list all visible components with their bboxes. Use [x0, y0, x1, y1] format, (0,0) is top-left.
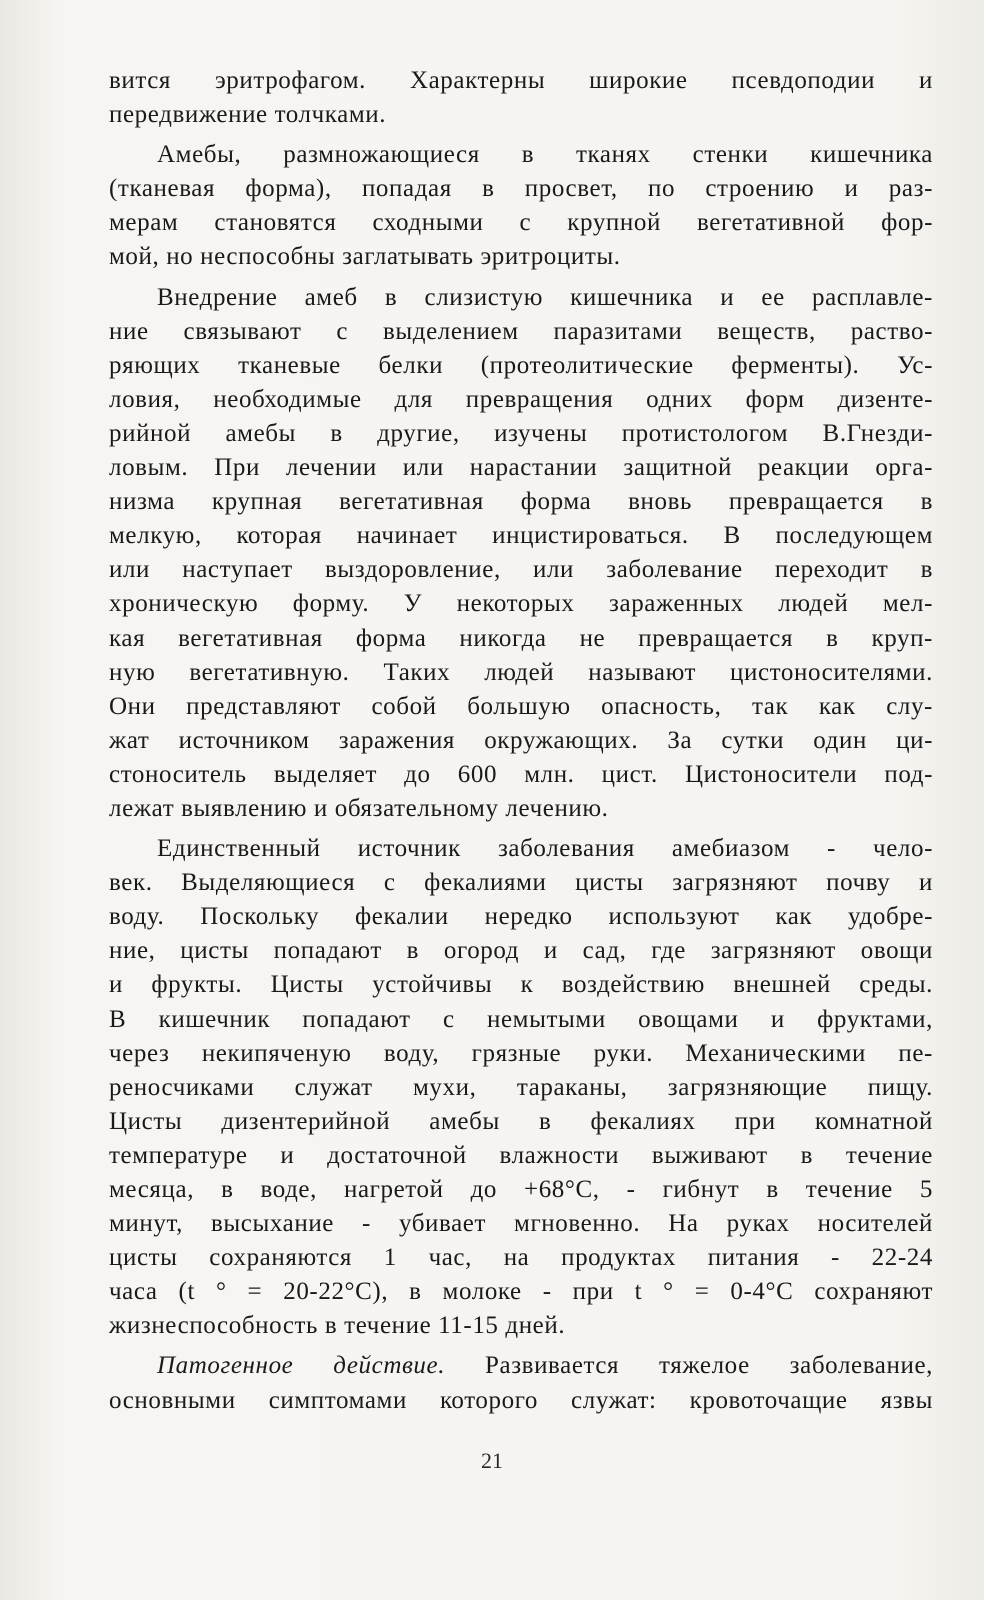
body-text: [109, 64, 933, 1418]
text-line: цисты сохраняются 1 час, на продуктах питания - 22-24: [109, 1244, 933, 1272]
text-line: вится эритрофагом. Характерны широкие псевдоподии и: [109, 67, 933, 94]
text-line: мерам становятся сходными с крупной вегетативной фор-: [109, 209, 933, 237]
text-line: (тканевая форма), попадая в просвет, по строению и раз-: [109, 175, 933, 203]
text-line: минут, высыхание - убивает мгновенно. На руках носителей: [109, 1210, 933, 1238]
page-number: 21: [481, 1448, 503, 1473]
text-line: Цисты дизентерийной амебы в фекалиях при комнатной: [109, 1107, 933, 1135]
text-line: ловым. При лечении или нарастании защитной реакции орга-: [109, 454, 933, 482]
text-fragment: Развивается тяжелое заболевание,: [445, 1352, 933, 1380]
text-line: жизнеспособность в течение 11-15 дней.: [109, 1312, 566, 1340]
text-line: стоноситель выделяет до 600 млн. цист. Цистоносители под-: [109, 760, 933, 788]
text-line: Внедрение амеб в слизистую кишечника и ее расплавле-: [157, 283, 933, 311]
text-line: низма крупная вегетативная форма вновь превращается в: [109, 488, 933, 516]
section-lead: Патогенное действие.: [157, 1352, 446, 1380]
text-line: В кишечник попадают с немытыми овощами и фруктами,: [109, 1005, 933, 1033]
text-line: ние, цисты попадают в огород и сад, где загрязняют овощи: [109, 937, 933, 965]
text-line: Единственный источник заболевания амебиазом - чело-: [157, 835, 933, 863]
text-line: лежат выявлению и обязательному лечению.: [109, 794, 609, 822]
text-line: [109, 1349, 933, 1383]
text-line: реносчиками служат мухи, тараканы, загрязняющие пищу.: [109, 1073, 933, 1101]
text-line: ряющих тканевые белки (протеолитические ферменты). Ус-: [109, 351, 933, 379]
text-line: воду. Поскольку фекалии нередко используют как удобре-: [109, 903, 933, 931]
text-line: Амебы, размножающиеся в тканях стенки кишечника: [157, 141, 933, 169]
text-line: жат источником заражения окружающих. За сутки один ци-: [109, 726, 933, 754]
text-line: Они представляют собой большую опасность, так как слу-: [109, 692, 933, 720]
text-line: ние связывают с выделением паразитами веществ, раство-: [109, 317, 933, 345]
text-line: температуре и достаточной влажности выживают в течение: [109, 1141, 933, 1169]
text-line: мой, но неспособны заглатывать эритроциты.: [109, 243, 621, 271]
text-line: хроническую форму. У некоторых зараженных людей мел-: [109, 590, 933, 618]
text-line: рийной амебы в другие, изучены протистологом В.Гнезди-: [109, 419, 933, 447]
text-line: мелкую, которая начинает инцистироваться. В последующем: [109, 522, 933, 550]
text-line: и фрукты. Цисты устойчивы к воздействию внешней среды.: [109, 971, 933, 999]
text-line: через некипяченую воду, грязные руки. Механическими пе-: [109, 1039, 933, 1067]
text-line: кая вегетативная форма никогда не превращается в круп-: [109, 624, 933, 652]
text-line: часа (t ° = 20-22°С), в молоке - при t ° = 0-4°С сохраняют: [109, 1278, 933, 1306]
text-line: основными симптомами которого служат: кровоточащие язвы: [109, 1386, 933, 1414]
text-line: или наступает выздоровление, или заболевание переходит в: [109, 556, 933, 584]
text-line: передвижение толчками.: [109, 101, 387, 129]
text-line: ловия, необходимые для превращения одних форм дизенте-: [109, 385, 933, 413]
text-line: век. Выделяющиеся с фекалиями цисты загрязняют почву и: [109, 869, 933, 897]
text-line: ную вегетативную. Таких людей называют цистоносителями.: [109, 658, 933, 686]
text-line: месяца, в воде, нагретой до +68°С, - гибнут в течение 5: [109, 1176, 933, 1203]
